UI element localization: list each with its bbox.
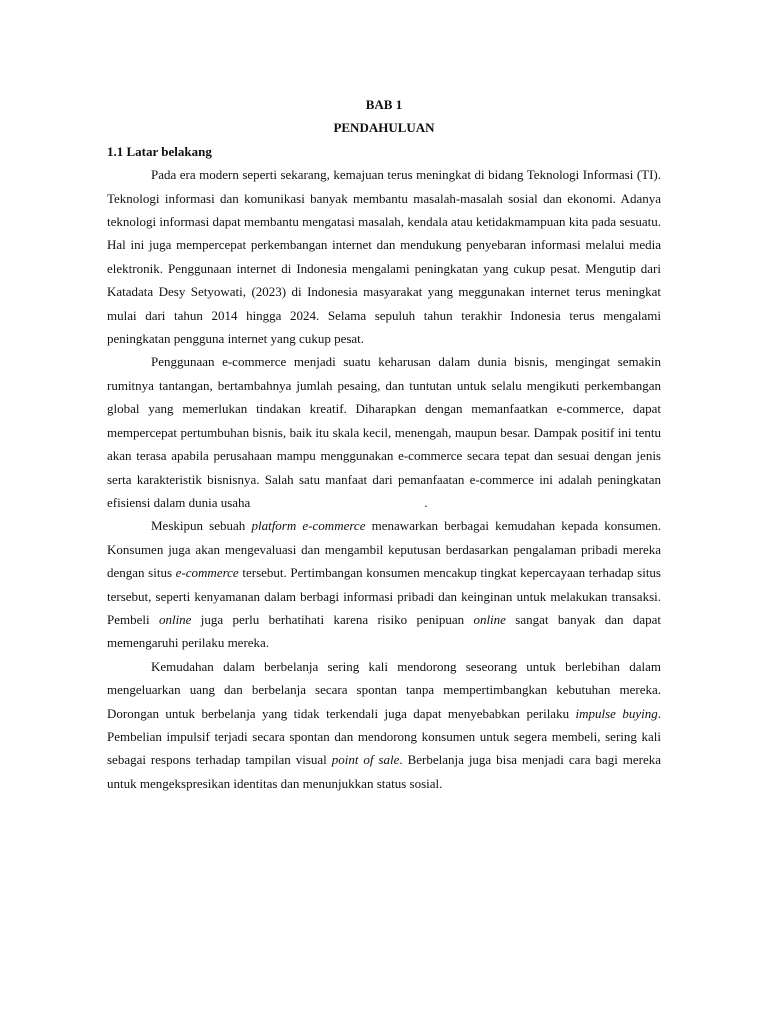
paragraph-3-text-1: Meskipun sebuah <box>151 518 252 534</box>
paragraph-4-text-3: . Berbelanja juga bisa menjadi cara bagi mereka untuk mengekspresikan identitas dan menunjukkan status sosial. <box>107 752 661 791</box>
chapter-title: PENDAHULUAN <box>333 120 435 136</box>
paragraph-2-text: Penggunaan e-commerce menjadi suatu keharusan dalam dunia bisnis, mengingat semakin rumitnya tantangan, bertambahnya jumlah pesaing, dan tuntutan untuk selalu mengikuti perkembangan global yang memerlukan tindakan kreatif. Diharapkan dengan memanfaatkan e-commerce, dapat mempercepat pertumbuhan bisnis, baik itu skala kecil, menengah, maupun besar. Dampak positif ini tentu akan terasa apabila perusahaan mampu menggunakan e-commerce secara tepat dan sesuai dengan jenis serta karakteristik bisnisnya. Salah satu manfaat dari pemanfaatan e-commerce ini adalah peningkatan efisiensi dalam dunia usaha <box>107 354 661 510</box>
paragraph-3-text-4: juga perlu berhatihati karena risiko penipuan <box>191 611 474 627</box>
paragraph-3-italic-1: platform e-commerce <box>251 518 366 534</box>
paragraph-1-text: Pada era modern seperti sekarang, kemajuan terus meningkat di bidang Teknologi Informasi (TI). Teknologi informasi dan komunikasi banyak membantu masalah-masalah sosial dan ekonomi. Adanya teknologi informasi dapat membantu mengatasi masalah, kendala atau ketidakmampuan kita pada sesuatu. Hal ini juga mempercepat perkembangan internet dan mendukung penyebaran informasi melalui media elektronik. Penggunaan internet di Indonesia mengalami peningkatan yang cukup pesat. Mengutip dari Katadata Desy Setyowati, (2023) di Indonesia masyarakat yang meggunakan internet terus meningkat mulai dari tahun 2014 hingga 2024. Selama sepuluh tahun terakhir Indonesia terus mengalami peningkatan pengguna internet yang cukup pesat. <box>107 167 661 347</box>
chapter-number: BAB 1 <box>365 97 403 112</box>
paragraph-3-text-3: tersebut. Pertimbangan konsumen mencakup tingkat kepercayaan terhadap situs tersebut, seperti kenyamanan dalam berbagi informasi pribadi dan keinginan untuk melakukan transaksi. Pembeli <box>107 565 661 627</box>
section-heading: 1.1 Latar belakang <box>107 143 212 159</box>
paragraph-4 <box>107 655 661 795</box>
paragraph-2-end: . <box>424 494 428 510</box>
paragraph-4-text-1: Kemudahan dalam berbelanja sering kali mendorong seseorang untuk berlebihan dalam mengeluarkan uang dan berbelanja secara spontan tanpa mempertimbangkan kebutuhan mereka. Dorongan untuk berbelanja yang tidak terkendali juga dapat menyebabkan perilaku <box>107 658 661 721</box>
paragraph-4-italic-2: point of sale <box>331 752 400 768</box>
paragraph-1 <box>107 163 661 350</box>
paragraph-3 <box>107 514 661 654</box>
paragraph-4-italic-1: impulse buying <box>575 705 658 721</box>
document-page <box>107 93 661 795</box>
paragraph-3-text-5: sangat banyak dan dapat memengaruhi perilaku mereka. <box>107 611 661 651</box>
paragraph-4-text-2: . Pembelian impulsif terjadi secara spontan dan mendorong konsumen untuk segera membeli, sering kali sebagai respons terhadap tampilan visual <box>107 705 661 768</box>
paragraph-3-italic-4: online <box>473 611 506 627</box>
paragraph-2 <box>107 350 661 514</box>
paragraph-3-italic-3: online <box>158 611 192 627</box>
paragraph-3-text-2: menawarkan berbagai kemudahan kepada konsumen. Konsumen juga akan mengevaluasi dan mengambil keputusan berdasarkan pengalaman pribadi mereka dengan situs <box>107 518 661 581</box>
paragraph-3-italic-2: e-commerce <box>175 565 239 581</box>
